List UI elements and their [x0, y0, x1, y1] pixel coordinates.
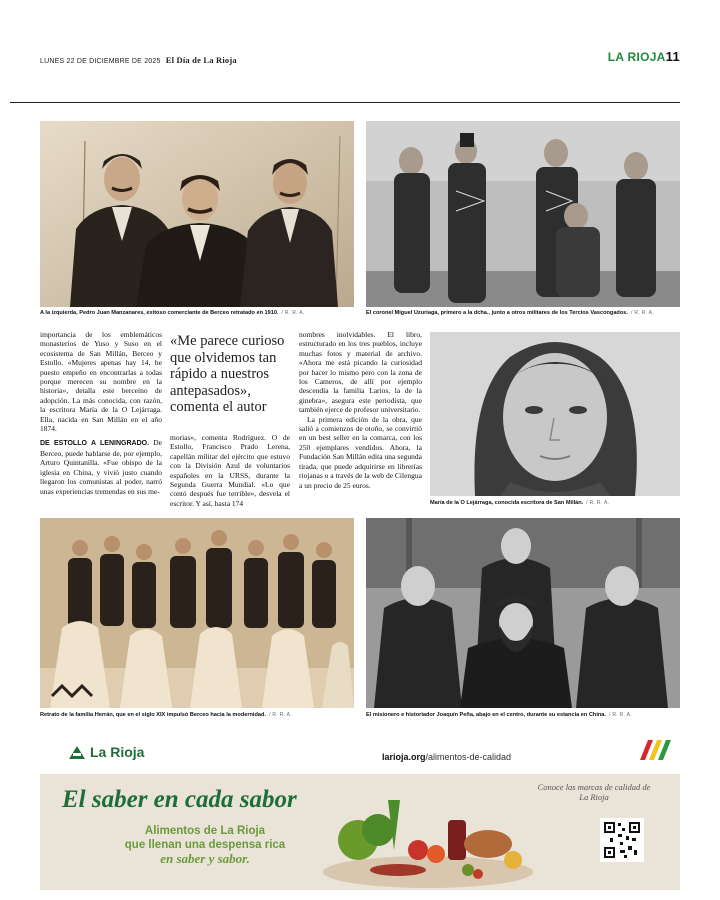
brand-name: LA RIOJA	[607, 50, 666, 64]
column-3-paragraph-1: nombres inolvidables. El libro, estructurado en los tres pueblos, incluye muchas fotos y material de archivo. «Ahora me está picando la curiosidad por hacer lo mismo pero con la zona de los Cameros, de allí por ejemplo descendía la familia Larios, la de la ginebra», asegura este periodista, que también ejerce de profesor universitario.	[299, 330, 422, 415]
article-column-2	[170, 433, 290, 508]
ad-subtitle: Alimentos de La Rioja que llenan una despensa rica en saber y sabor.	[124, 825, 286, 866]
caption-photo-1: A la izquierda, Pedro Juan Manzanares, exitoso comerciante de Berceo retratado en 1910. / R. R. A.	[40, 310, 305, 316]
article-column-3	[299, 330, 422, 490]
photo-manzanares	[40, 121, 354, 307]
ad-logo-text: La Rioja	[90, 744, 145, 760]
flag-stripes-icon	[638, 738, 672, 760]
page-number: 11	[665, 49, 680, 64]
column-2-paragraph: morias», comenta Rodríguez. O de Estollo, Francisco Prado Lerena, capellán militar del ejército que estuvo con la División Azul de voluntarios españoles en la URSS, durante la Segunda Guerra Mundial. «Lo que contó después fue terrible», desvela el escritor. Y así, hasta 174	[170, 433, 290, 508]
ad-know-brands: Conoce las marcas de calidad de La Rioja	[537, 782, 651, 802]
article-column-1	[40, 330, 162, 496]
caption-photo-5: El misionero e historiador Joaquín Peña, abajo en el centro, durante su estancia en China. / R. R. A.	[366, 712, 632, 718]
food-produce-illustration	[318, 780, 538, 890]
caption-photo-2: El coronel Miguel Uzuriaga, primero a la dcha., junto a otros militares de los Tercios Vascongados. / R. R. A.	[366, 310, 654, 316]
header-rule	[10, 102, 680, 103]
photo-joaquin-pena	[366, 518, 680, 708]
qr-code-icon[interactable]	[600, 818, 644, 862]
page-date: LUNES 22 DE DICIEMBRE DE 2025 El Día de La Rioja	[40, 55, 237, 65]
pull-quote: «Me parece curioso que olvidemos tan rápido a nuestros antepasados», comenta el autor	[170, 333, 285, 415]
photo-uzuriaga	[366, 121, 680, 307]
brand-page-number	[608, 49, 680, 64]
ad-url-link[interactable]: larioja.org/alimentos-de-calidad	[382, 752, 512, 762]
ad-slogan: El saber en cada sabor	[62, 786, 297, 813]
caption-photo-4: Retrato de la familia Herrán, que en el siglo XIX impulsó Berceo hacia la modernidad. / R. R. A.	[40, 712, 293, 718]
newspaper-name: El Día de La Rioja	[165, 55, 237, 65]
photo-familia-herran	[40, 518, 354, 708]
advertisement-alimentos-rioja[interactable]	[40, 732, 680, 890]
photo-lejarraga	[430, 332, 680, 496]
caption-photo-3: María de la O Lejárraga, conocida escritora de San Millán. / R. R. A.	[430, 500, 610, 506]
rioja-logo-icon	[68, 744, 86, 760]
column-3-paragraph-2: La primera edición de la obra, que salió a comienzos de otoño, se convirtió en un best seller en la comarca, con los 250 ejemplares vendidos. Ahora, la Fundación San Millán edita una segunda tirada, que puede adquirirse en librerías riojanas o a través de la web de Cilengua a un precio de 25 euros.	[299, 414, 422, 490]
column-1-paragraph-2: DE ESTOLLO A LENINGRADO. De Berceo, puede hablarse de, por ejemplo, Arturo Quintanilla. «Fue obispo de la iglesia en China, y vivió justo cuando llegaron los comunistas al poder, narró unas experiencias tremendas en sus me-	[40, 438, 162, 496]
subheading-estollo: DE ESTOLLO A LENINGRADO.	[40, 440, 150, 448]
column-1-paragraph-1: importancia de los emblemáticos monasterios de Yuso y Suso en el ecosistema de San Millán, Berceo y Estollo. «Mujeres apenas hay 14, he puesto empeño en encontrarlas a todas porque merecen su nombre en la historia», detalla este berceíno de adopción. La más conocida, con razón, la escritora María de la O Lejárraga. Ella, nacida en San Millán en el año 1874.	[40, 330, 162, 434]
